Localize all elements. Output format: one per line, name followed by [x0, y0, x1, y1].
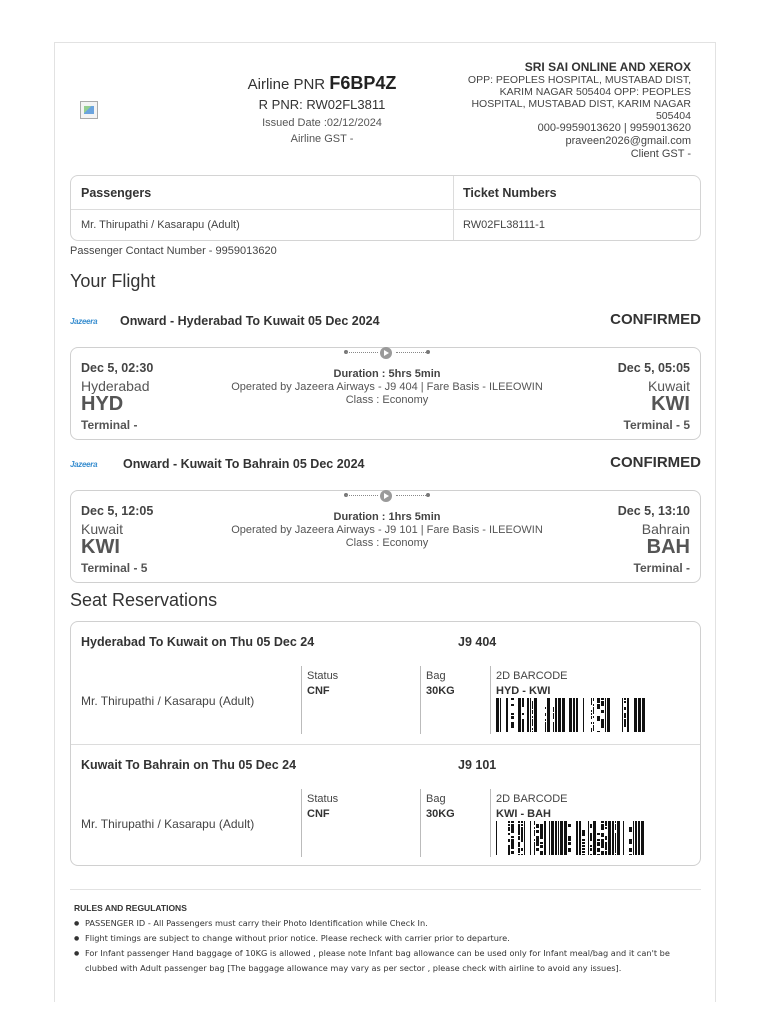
status-label: Status — [307, 793, 339, 805]
airline-gst: Airline GST - — [290, 133, 354, 145]
segment-flight: J9 404 — [458, 635, 497, 649]
flight-header-1 — [70, 313, 701, 333]
departure-code: HYD — [81, 393, 124, 415]
agency-email: praveen2026@gmail.com — [565, 135, 691, 147]
operated-by: Operated by Jazeera Airways - J9 404 | Fare Basis - ILEEOWIN — [231, 381, 543, 393]
barcode-route: KWI - BAH — [496, 808, 551, 820]
flight-title: Onward - Hyderabad To Kuwait 05 Dec 2024 — [120, 314, 380, 328]
bag-value: 30KG — [426, 808, 455, 820]
status-value: CNF — [307, 685, 330, 697]
flight-details — [201, 511, 573, 550]
jazeera-logo-icon: Jazeera — [70, 460, 98, 469]
arrival-terminal: Terminal - 5 — [623, 418, 690, 432]
flight-title: Onward - Kuwait To Bahrain 05 Dec 2024 — [123, 457, 365, 471]
arrival-time: Dec 5, 05:05 — [617, 361, 690, 375]
column-divider — [453, 176, 454, 240]
route-indicator — [344, 347, 430, 359]
departure-terminal: Terminal - 5 — [81, 561, 148, 575]
seat-reservations-title: Seat Reservations — [70, 590, 218, 610]
cell-divider — [301, 789, 302, 857]
issued-date: Issued Date :02/12/2024 — [262, 117, 382, 129]
segment-passenger: Mr. Thirupathi / Kasarapu (Adult) — [81, 694, 255, 708]
rules-title: RULES AND REGULATIONS — [74, 903, 187, 913]
flight-duration: Duration : 1hrs 5min — [333, 511, 441, 523]
barcode-image — [496, 821, 646, 855]
jazeera-logo-icon: Jazeera — [70, 317, 98, 326]
departure-terminal: Terminal - — [81, 418, 138, 432]
list-item: ● For Infant passenger Hand baggage of 10KG is allowed , please note Infant bag allowance can be used only for Infant meal/bag and it can't be clubbed with Adult passenger bag [The baggage allowance may vary as per sector , please check with airline to avoid any issues]. — [74, 946, 704, 976]
table-row — [71, 210, 700, 241]
passenger-name: Mr. Thirupathi / Kasarapu (Adult) — [81, 219, 240, 231]
cell-divider — [420, 666, 421, 734]
route-indicator — [344, 490, 430, 502]
flight-details — [201, 368, 573, 407]
travel-class: Class : Economy — [345, 537, 429, 549]
agency-name: SRI SAI ONLINE AND XEROX — [524, 60, 691, 74]
flight-status: CONFIRMED — [610, 454, 701, 471]
travel-class: Class : Economy — [345, 394, 429, 406]
flight-header-2 — [70, 456, 701, 476]
barcode-label: 2D BARCODE — [496, 670, 568, 682]
segment-flight: J9 101 — [458, 758, 497, 772]
ticket-number: RW02FL38111-1 — [463, 219, 545, 231]
arrival-info — [618, 504, 690, 575]
arrival-info — [618, 361, 690, 432]
passengers-table — [70, 175, 701, 241]
cell-divider — [490, 666, 491, 734]
status-label: Status — [307, 670, 339, 682]
list-item: ● Flight timings are subject to change without prior notice. Please recheck with carrier prior to departure. — [74, 931, 704, 946]
passenger-contact: Passenger Contact Number - 9959013620 — [70, 245, 277, 257]
arrival-time: Dec 5, 13:10 — [617, 504, 690, 518]
plane-icon — [380, 490, 392, 502]
airline-pnr — [205, 73, 439, 94]
broken-logo-image — [80, 101, 98, 119]
cell-divider — [301, 666, 302, 734]
seat-segment-2 — [71, 744, 700, 866]
rules-list — [74, 916, 704, 976]
arrival-code: KWI — [651, 393, 690, 415]
segment-passenger: Mr. Thirupathi / Kasarapu (Adult) — [81, 817, 255, 831]
departure-info — [81, 504, 153, 575]
your-flight-title: Your Flight — [70, 271, 156, 291]
seat-segment-1 — [71, 622, 700, 744]
departure-time: Dec 5, 02:30 — [81, 361, 154, 375]
r-pnr: R PNR: RW02FL3811 — [258, 97, 386, 112]
status-value: CNF — [307, 808, 330, 820]
seat-reservations-table — [70, 621, 701, 866]
bag-label: Bag — [426, 793, 446, 805]
cell-divider — [490, 789, 491, 857]
rules-section — [74, 901, 704, 976]
arrival-city: Kuwait — [647, 378, 690, 394]
departure-city: Kuwait — [81, 521, 124, 537]
arrival-city: Bahrain — [641, 521, 690, 537]
bag-value: 30KG — [426, 685, 455, 697]
col-passengers: Passengers — [81, 186, 152, 200]
departure-code: KWI — [81, 536, 120, 558]
list-item: ● PASSENGER ID - All Passengers must carry their Photo Identification while Check In. — [74, 916, 704, 931]
bag-label: Bag — [426, 670, 446, 682]
col-ticket-numbers: Ticket Numbers — [463, 186, 557, 200]
flight-card-1 — [70, 347, 701, 440]
departure-info — [81, 361, 153, 432]
departure-time: Dec 5, 12:05 — [81, 504, 154, 518]
agency-phone: 000-9959013620 | 9959013620 — [537, 122, 691, 134]
rules-separator — [70, 889, 701, 890]
pnr-block — [205, 73, 439, 145]
airline-pnr-value: F6BP4Z — [329, 73, 397, 93]
barcode-label: 2D BARCODE — [496, 793, 568, 805]
plane-icon — [380, 347, 392, 359]
departure-city: Hyderabad — [81, 378, 150, 394]
arrival-code: BAH — [646, 536, 690, 558]
agency-address: OPP: PEOPLES HOSPITAL, MUSTABAD DIST, KARIM NAGAR 505404 OPP: PEOPLES HOSPITAL, MUSTABAD DIST, KARIM NAGAR 505404 — [467, 74, 691, 122]
arrival-terminal: Terminal - — [633, 561, 690, 575]
ticket-page — [54, 42, 716, 1002]
segment-title: Kuwait To Bahrain on Thu 05 Dec 24 — [81, 758, 297, 772]
operated-by: Operated by Jazeera Airways - J9 101 | Fare Basis - ILEEOWIN — [231, 524, 543, 536]
flight-duration: Duration : 5hrs 5min — [333, 368, 441, 380]
client-gst: Client GST - — [630, 148, 691, 160]
passengers-header-row — [71, 176, 700, 210]
barcode-image — [496, 698, 646, 732]
cell-divider — [420, 789, 421, 857]
segment-title: Hyderabad To Kuwait on Thu 05 Dec 24 — [81, 635, 315, 649]
agency-block — [451, 61, 691, 161]
flight-status: CONFIRMED — [610, 311, 701, 328]
airline-pnr-label: Airline PNR — [247, 76, 326, 93]
barcode-route: HYD - KWI — [496, 685, 551, 697]
flight-card-2 — [70, 490, 701, 583]
